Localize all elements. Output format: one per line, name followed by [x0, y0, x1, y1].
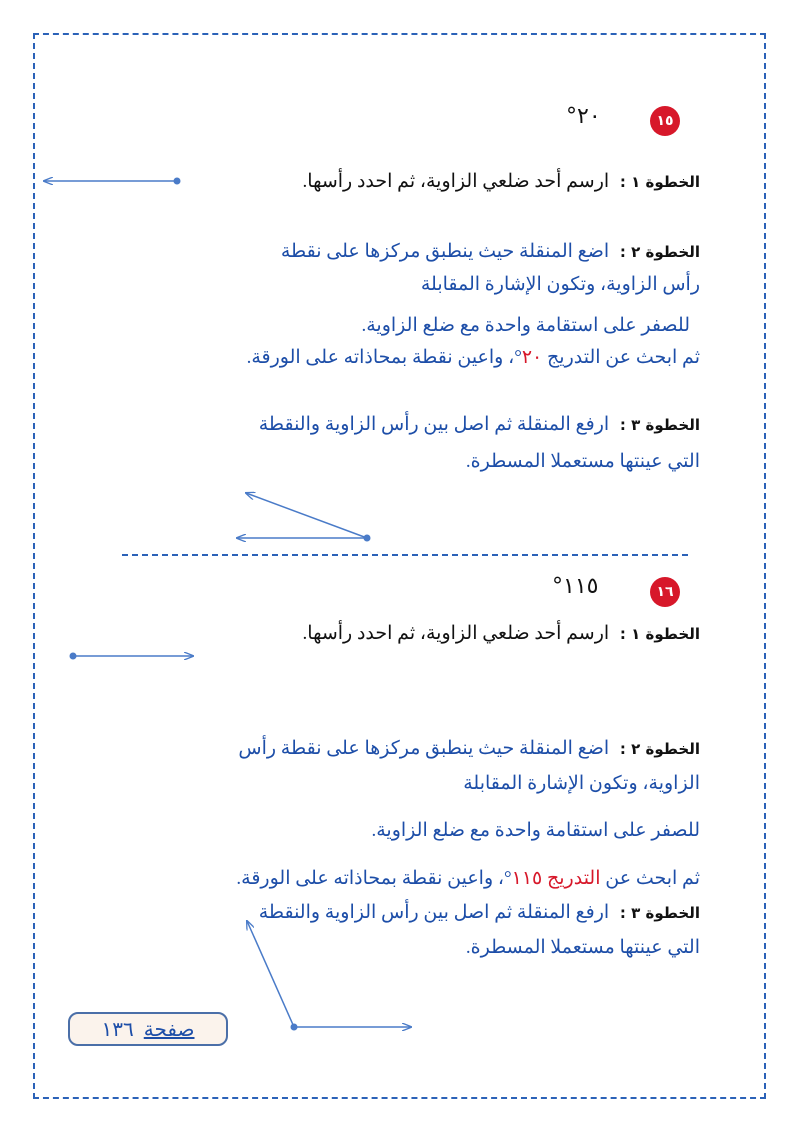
p15-step2-line4-c: °، واعين نقطة بمحاذاته على الورقة. [246, 347, 522, 368]
problem-15-badge: ١٥ [650, 106, 680, 136]
p16-step1-label: الخطوة ١ : [619, 625, 700, 643]
page-number: ١٣٦ [101, 1017, 134, 1041]
p15-step3-line2: التي عينتها مستعملا المسطرة. [465, 451, 700, 472]
p15-step2-line2: رأس الزاوية، وتكون الإشارة المقابلة [420, 274, 700, 295]
p15-step1-text: ارسم أحد ضلعي الزاوية، ثم احدد رأسها. [302, 171, 610, 192]
p15-step3-text1: ارفع المنقلة ثم اصل بين رأس الزاوية والنقطة [258, 414, 610, 435]
p15-angle-drawing [237, 493, 371, 542]
p16-step1-text: ارسم أحد ضلعي الزاوية، ثم احدد رأسها. [302, 623, 610, 644]
p16-step2-line2: الزاوية، وتكون الإشارة المقابلة [463, 773, 700, 794]
p16-step1-ray [70, 653, 194, 660]
p16-step3-text1: ارفع المنقلة ثم اصل بين رأس الزاوية والنقطة [258, 902, 610, 923]
page-number-box [68, 1012, 228, 1046]
p16-step2-line4-a: ثم ابحث عن [600, 868, 700, 889]
p15-step2-label: الخطوة ٢ : [619, 243, 700, 261]
p15-step3-label: الخطوة ٣ : [619, 416, 700, 434]
p16-step2-label: الخطوة ٢ : [619, 740, 700, 758]
p16-step2-line4-b: التدريج ١١٥ [511, 868, 601, 889]
p16-step3-line2: التي عينتها مستعملا المسطرة. [465, 937, 700, 958]
problem-16-angle: °١١٥ [552, 574, 599, 599]
p15-step1-ray [44, 178, 181, 185]
page-word: صفحة [143, 1017, 195, 1041]
p16-step2-line4-c: °، واعين نقطة بمحاذاته على الورقة. [236, 868, 512, 889]
p15-step1-label: الخطوة ١ : [619, 173, 700, 191]
p15-step2-line3: للصفر على استقامة واحدة مع ضلع الزاوية. [361, 315, 690, 336]
p16-angle-drawing [247, 921, 411, 1031]
problem-15-angle: °٢٠ [566, 104, 601, 129]
p16-step2-text1: اضع المنقلة حيث ينطبق مركزها على نقطة رأس [238, 738, 610, 759]
p16-step2-line3: للصفر على استقامة واحدة مع ضلع الزاوية. [371, 820, 700, 841]
p15-step2-line4-a: ثم ابحث عن التدريج [542, 347, 700, 368]
p15-step2-line4-b: ٢٠ [521, 347, 543, 368]
p15-step2-text1: اضع المنقلة حيث ينطبق مركزها على نقطة [280, 241, 610, 262]
problem-16-badge: ١٦ [650, 577, 680, 607]
p16-step3-label: الخطوة ٣ : [619, 904, 700, 922]
